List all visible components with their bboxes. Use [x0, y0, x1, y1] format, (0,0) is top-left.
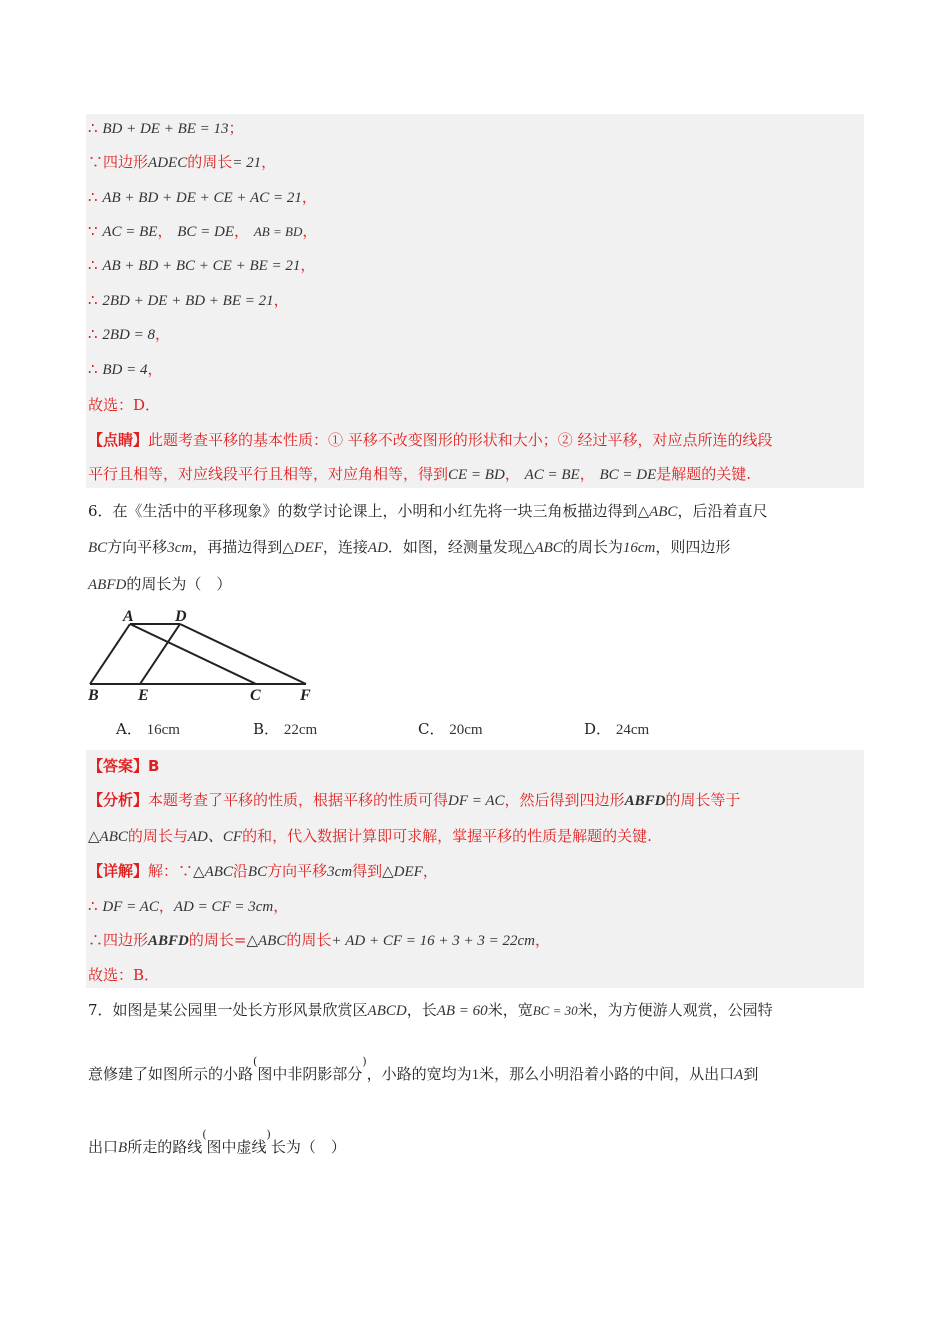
label-a: A [123, 608, 134, 625]
solution-line-2: ∵四边形ADEC的周长= 21， [88, 153, 277, 171]
comment-line-1: 【点睛】此题考查平移的基本性质：① 平移不改变图形的形状和大小；② 经过平移，对应点所连的线段 [88, 431, 773, 449]
solution-line-7: ∴ 2BD = 8， [88, 325, 170, 343]
solution-line-6: ∴ 2BD + DE + BD + BE = 21， [88, 291, 289, 309]
analysis-line-2: △ABC的周长与AD、CF的和，代入数据计算即可求解，掌握平移的性质是解题的关键. [88, 827, 652, 845]
question-7-line-2: 意修建了如图所示的小路(图中非阴影部分)，小路的宽均为1米，那么小明沿着小路的中间，从出口A到 [88, 1055, 759, 1083]
answer-line-6: 【答案】B [88, 757, 160, 775]
translation-figure [88, 604, 328, 708]
detail-line-1: 【详解】解：∵△ABC沿BC方向平移3cm得到△DEF， [88, 862, 438, 880]
question-6-line-2: BC方向平移3cm，再描边得到△DEF，连接AD．如图，经测量发现△ABC的周长为16cm，则四边形 [88, 538, 731, 556]
comment-line-2: 平行且相等，对应线段平行且相等，对应角相等，得到CE = BD， AC = BE， BC = DE是解题的关键. [88, 465, 752, 483]
choice-b[interactable]: B． 22cm [253, 720, 318, 738]
label-e: E [138, 687, 149, 704]
solution-line-5: ∴ AB + BD + BC + CE + BE = 21， [88, 256, 316, 274]
question-7-line-3: 出口B所走的路线(图中虚线)长为（ ） [88, 1128, 346, 1156]
solution-line-1: ∴ BD + DE + BE = 13； [88, 119, 244, 137]
answer-line-5: 故选：D． [88, 396, 161, 414]
analysis-line-1: 【分析】本题考查了平移的性质，根据平移的性质可得DF = AC，然后得到四边形ABFD的周长等于 [88, 791, 741, 809]
label-f: F [300, 687, 311, 704]
label-c: C [250, 687, 261, 704]
label-d: D [175, 608, 187, 625]
solution-line-3: ∴ AB + BD + DE + CE + AC = 21， [88, 188, 317, 206]
answer-line-6b: 故选：B． [88, 966, 160, 984]
choice-c[interactable]: C． 20cm [418, 720, 483, 738]
solution-line-8: ∴ BD = 4， [88, 360, 163, 378]
question-7-line-1: 7．如图是某公园里一处长方形风景欣赏区ABCD，长AB = 60米，宽BC = 30米，为方便游人观赏，公园特 [88, 1001, 773, 1019]
choice-a[interactable]: A． 16cm [116, 720, 180, 738]
choice-d[interactable]: D． 24cm [584, 720, 650, 738]
solution-line-4: ∵ AC = BE， BC = DE， AB = BD， [88, 222, 318, 240]
triangle-translation-diagram [88, 604, 328, 704]
question-6-line-1: 6．在《生活中的平移现象》的数学讨论课上，小明和小红先将一块三角板描边得到△ABC，后沿着直尺 [88, 502, 768, 520]
detail-line-3: ∴四边形ABFD的周长=△ABC的周长+ AD + CF = 16 + 3 + 3 = 22cm， [88, 931, 551, 949]
detail-line-2: ∴ DF = AC，AD = CF = 3cm， [88, 897, 289, 915]
question-6-line-3: ABFD的周长为（ ） [88, 575, 232, 593]
label-b: B [88, 687, 99, 704]
